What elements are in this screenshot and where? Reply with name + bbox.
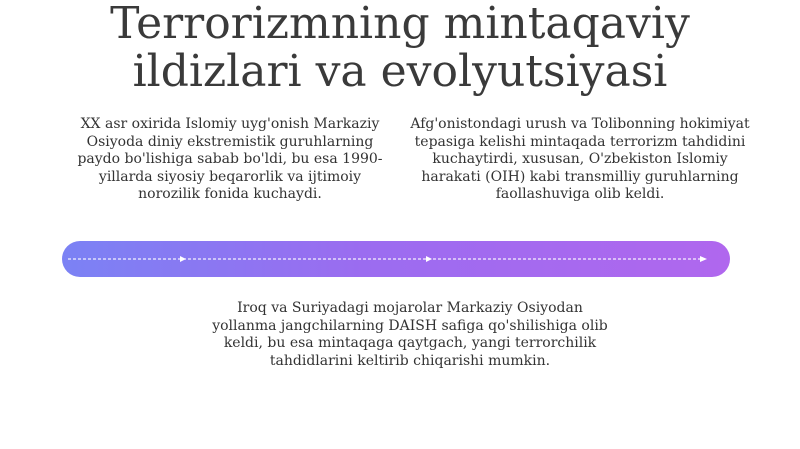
- timeline-text-left: XX asr oxirida Islomiy uyg'onish Markaziy Osiyoda diniy ekstremistik guruhlarning paydo bo'lishiga sabab bo'ldi, bu esa 1990-yillarda siyosiy beqarorlik va ijtimoiy norozilik fonida kuchaydi.: [77, 116, 383, 202]
- arrow-head-1-icon: [180, 256, 186, 262]
- title-line-1: Terrorizmning mintaqaviy: [110, 0, 690, 49]
- arrow-head-2-icon: [426, 256, 432, 262]
- timeline-text-right: Afg'onistondagi urush va Tolibonning hokimiyat tepasiga kelishi mintaqada terrorizm tahdidini kuchaytirdi, xususan, O'zbekiston Islomiy harakati (OIH) kabi transmilliy guruhlarning faollashuviga olib keldi.: [410, 116, 750, 202]
- page-title: [0, 0, 800, 96]
- timeline-arrow-line: [62, 241, 730, 277]
- title-line-2: ildizlari va evolyutsiyasi: [132, 46, 668, 97]
- timeline-bar: [62, 241, 730, 277]
- timeline-text-bottom: Iroq va Suriyadagi mojarolar Markaziy Osiyodan yollanma jangchilarning DAISH safiga qo'shilishiga olib keldi, bu esa mintaqaga qaytgach, yangi terrorchilik tahdidlarini keltirib chiqarishi mumkin.: [212, 300, 608, 369]
- arrow-head-3-icon: [700, 256, 707, 262]
